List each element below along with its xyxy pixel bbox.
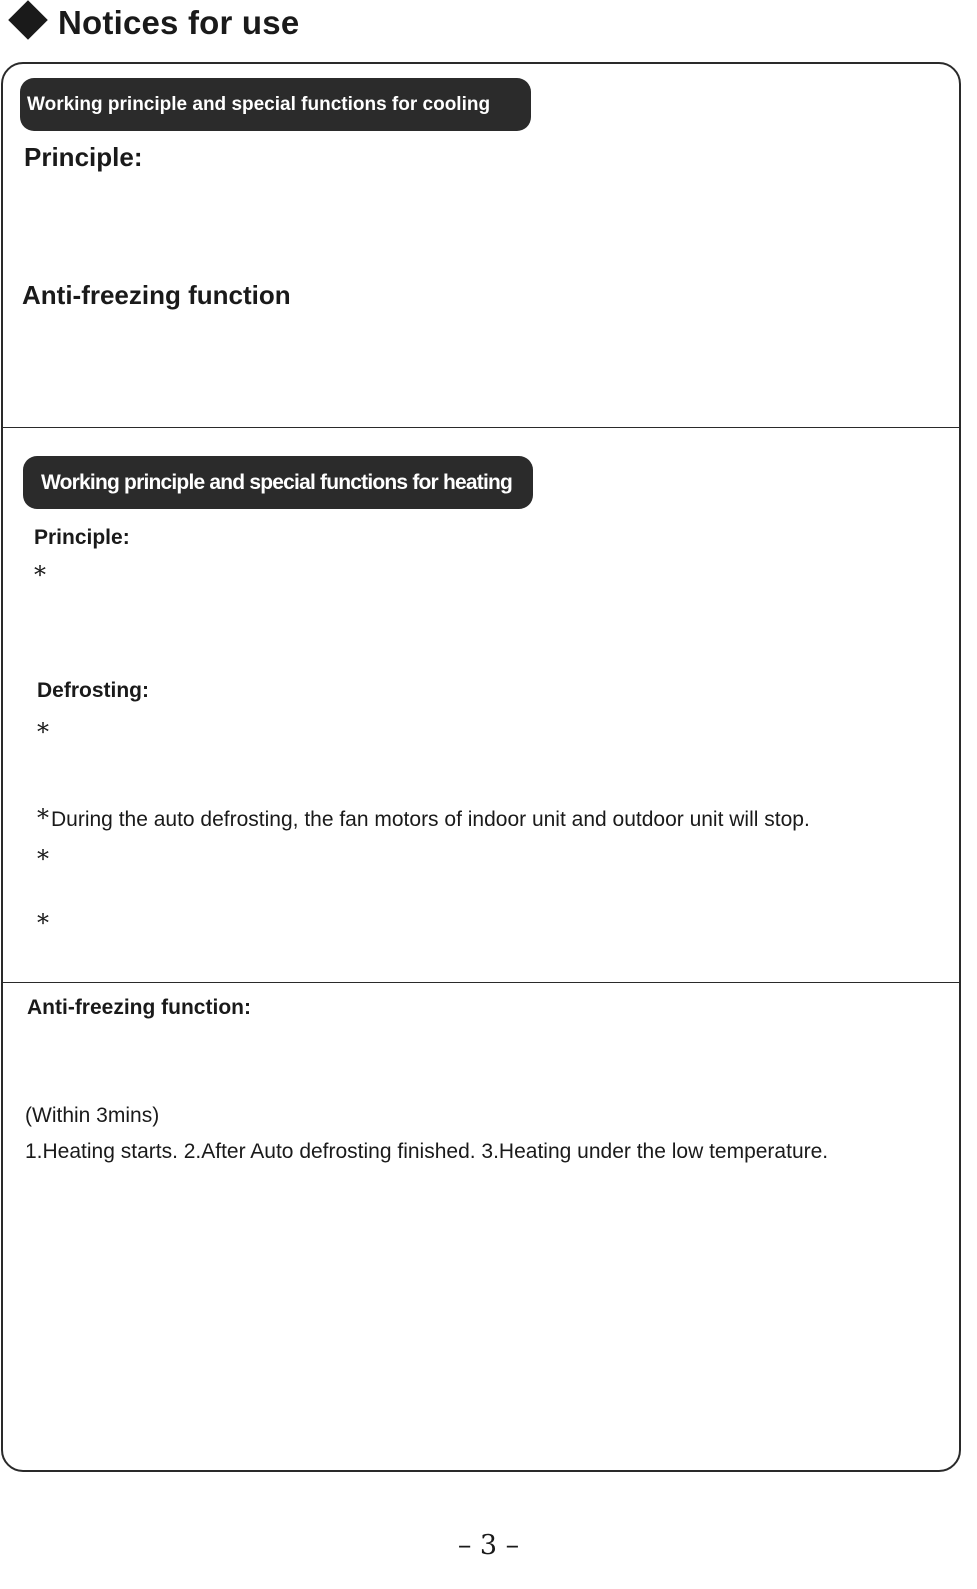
heating-section-banner (23, 456, 533, 509)
principle-bullet: * (34, 561, 46, 589)
heating-banner-label: Working principle and special functions for heating (41, 470, 513, 494)
heating-principle-heading: Principle: (34, 526, 130, 549)
defrost-bullet-mark: * (37, 909, 49, 937)
content-frame (1, 62, 961, 1472)
section-divider (2, 982, 960, 983)
defrost-bullet (37, 804, 810, 832)
page-number: – 3 – (457, 1530, 520, 1561)
cooling-principle-heading: Principle: (24, 142, 143, 172)
page-title: Notices for use (58, 4, 300, 41)
anti-freezing-heading: Anti-freezing function: (27, 996, 251, 1019)
within-note: (Within 3mins) (25, 1104, 160, 1127)
defrost-bullet-mark: * (37, 804, 49, 832)
defrost-bullet-mark: * (37, 845, 49, 873)
defrost-bullet-mark: * (37, 718, 49, 746)
cooling-anti-freezing-heading: Anti-freezing function (22, 280, 291, 310)
section-divider (2, 427, 960, 428)
cooling-banner-label: Working principle and special functions for cooling (27, 93, 491, 115)
diamond-bullet-icon (8, 0, 48, 40)
conditions-text: 1.Heating starts. 2.After Auto defrosting finished. 3.Heating under the low temperature. (25, 1140, 829, 1163)
cooling-section-banner (20, 78, 531, 131)
defrost-bullet-text: During the auto defrosting, the fan motors of indoor unit and outdoor unit will stop. (51, 808, 810, 831)
defrosting-heading: Defrosting: (37, 679, 149, 702)
